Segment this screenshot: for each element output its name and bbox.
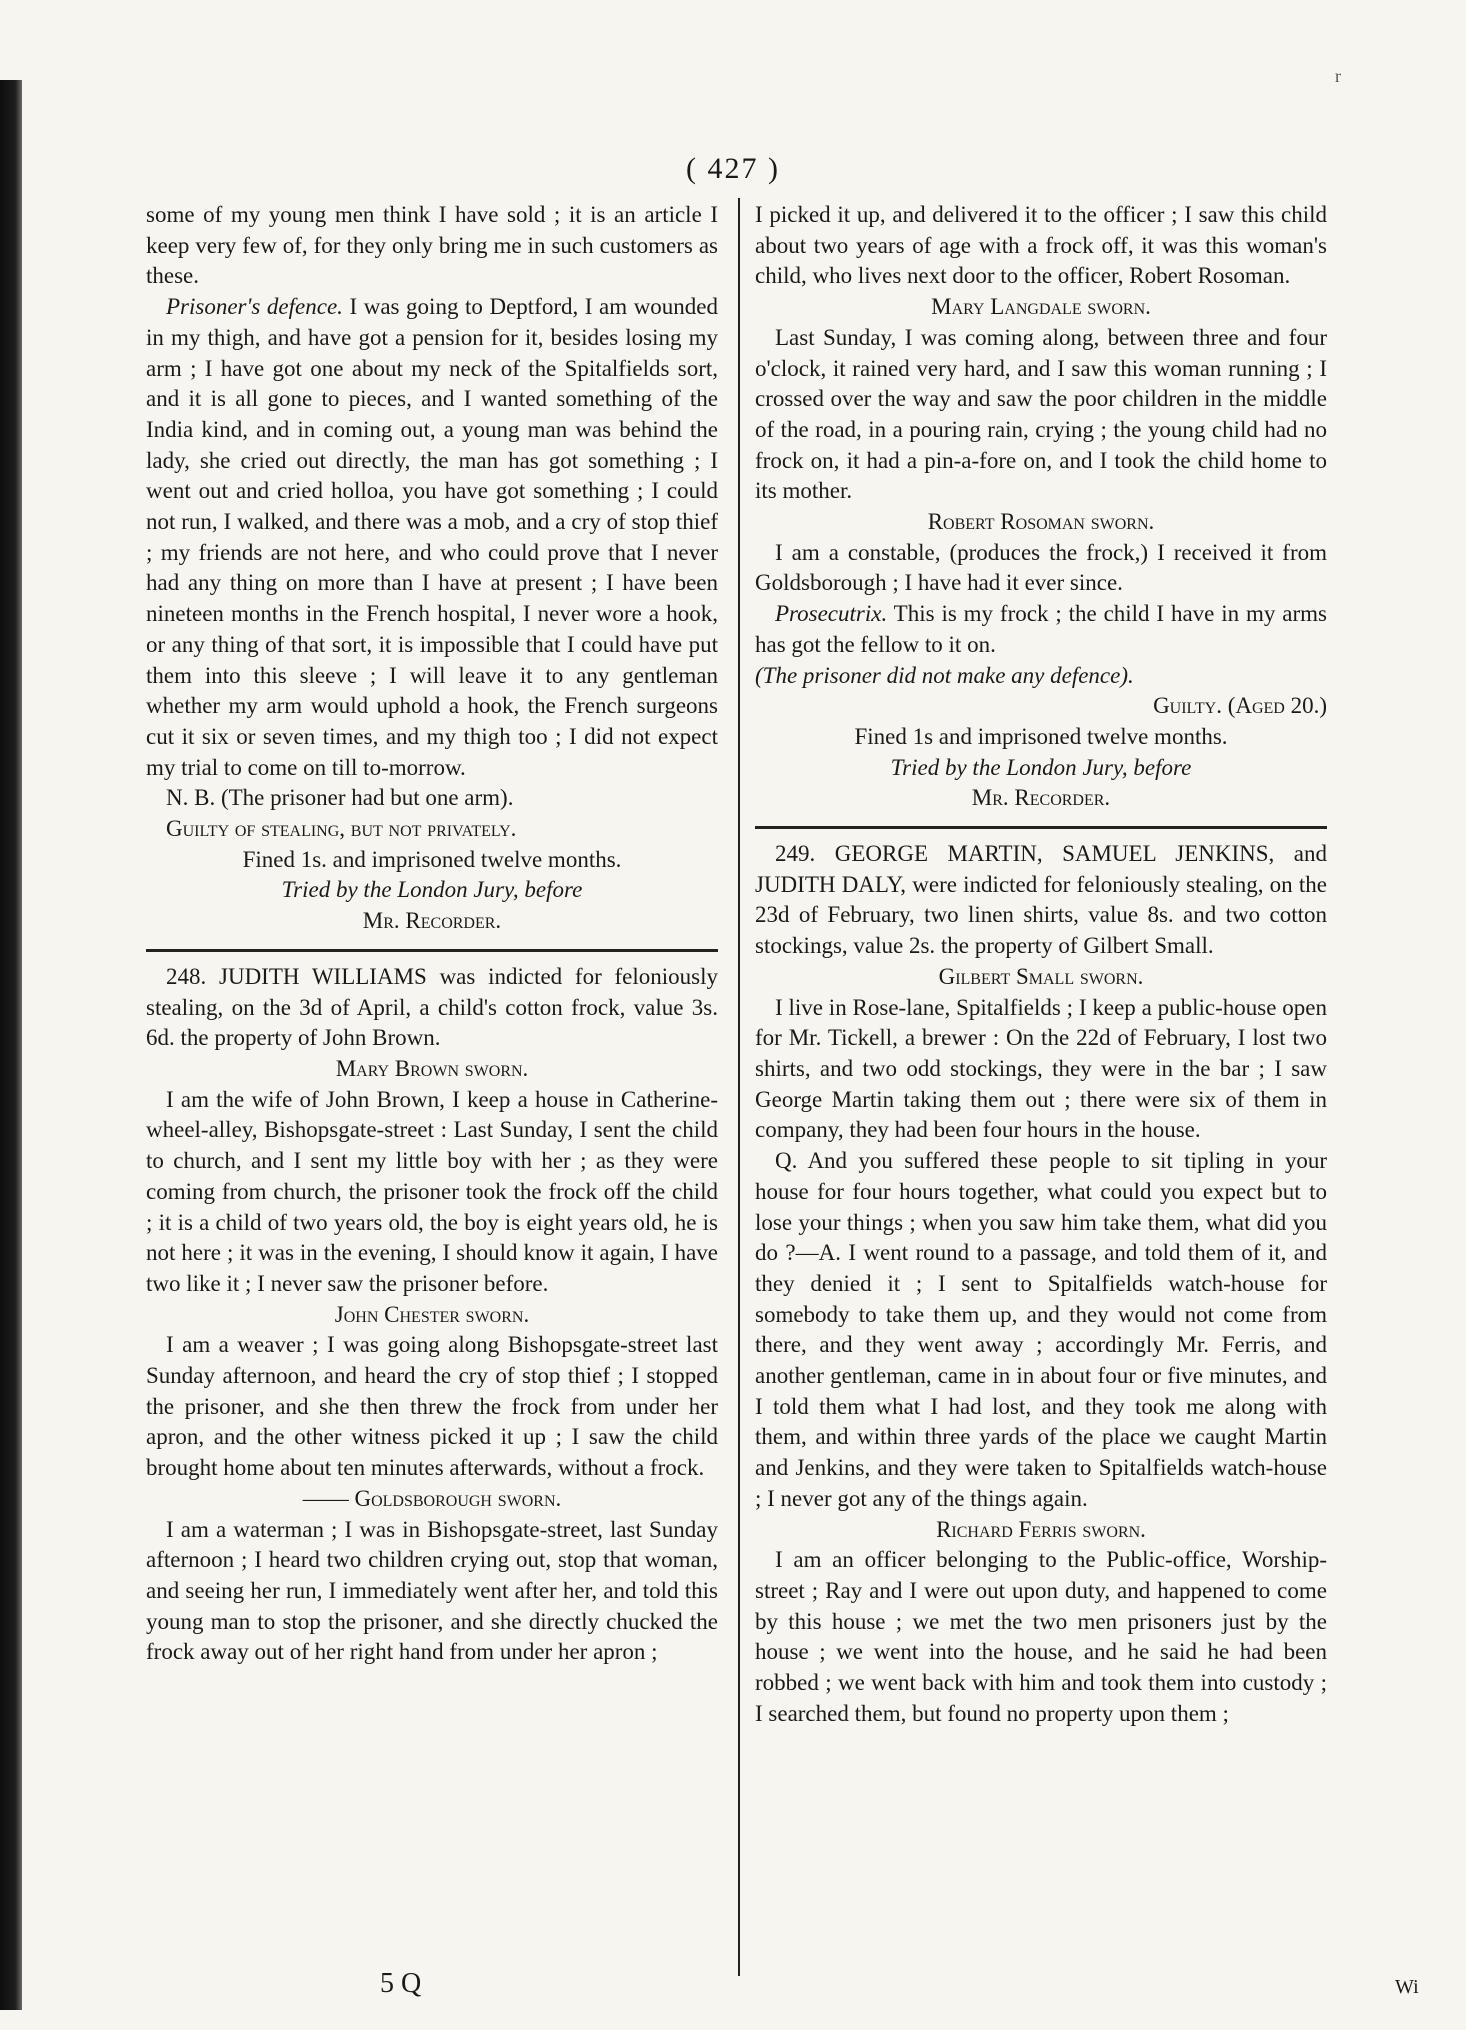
no-defence-note: (The prisoner did not make any defence). [755,662,1134,688]
witness-heading: Robert Rosoman sworn. [927,509,1155,535]
column-divider [738,198,740,1976]
recorder-line: Mr. Recorder. [971,785,1111,811]
witness-testimony: I live in Rose-lane, Spitalfields ; I keep a public-house open for Mr. Tickell, a brewer : On the 22d of February, I lost two shirts, and two odd stockings, they were in the bar ; I saw George Martin taking them out ; there were six of them in company, they had been four hours in the house. [755,994,1327,1143]
recorder-line: Mr. Recorder. [362,908,502,934]
margin-mark: r [1335,66,1341,86]
defence-text: I was going to Deptford, I am wounded in my thigh, and have got a pension for it, besides losing my arm ; I have got one about my neck of the Spitalfields sort, and it is all gone to pieces, and I wanted something of the India kind, and in coming out, a young man was behind the lady, she cried out directly, the man has got something ; I went out and cried holloa, you have got something ; I could not run, I walked, and there was a mob, and a cry of stop thief ; my friends are not here, and who could prove that I never had any thing on more than I have at present ; I have been nineteen months in the French hospital, I never wore a hook, or any thing of that sort, it is impossible that I could have put them into this sleeve ; I will leave it to any gentleman whether my arm would uphold a hook, the French surgeons cut it six or seven times, and my thigh too ; I did not expect my trial to come on till to-morrow. [146,294,719,780]
continuation-paragraph: some of my young men think I have sold ; it is an article I keep very few of, for they only bring me in such customers as these. [146,202,718,289]
question-answer: Q. And you suffered these people to sit tipling in your house for four hours together, what could you expect but to lose your things ; when you saw him take them, what did you do ?—A. I went round to a passage, and told them of it, and they denied it ; I sent to Spitalfields watch-house for somebody to take them up, and they would not come from there, and they went away ; accordingly Mr. Ferris, and another gentleman, came in in about four or five minutes, and I told them what I had lost, and they took me along with them, and within three yards of the place we caught Martin and Jenkins, and they were taken to Spitalfields watch-house ; I never got any of the things again. [755,1148,1327,1511]
witness-heading: Richard Ferris sworn. [936,1516,1146,1542]
sentence: Fined 1s and imprisoned twelve months. [854,723,1228,749]
case-249-heading: 249. GEORGE MARTIN, SAMUEL JENKINS, and JUDITH DALY, were indicted for feloniously stealing, on the 23d of February, two linen shirts, value 8s. and two cotton stockings, value 2s. the property of Gilbert Small. [755,841,1327,959]
section-rule [755,826,1327,829]
witness-testimony: Last Sunday, I was coming along, between three and four o'clock, it rained very hard, and I saw this woman running ; I crossed over the way and saw the poor children in the middle of the road, in a pouring rain, crying ; the young child had no frock on, it had a pin-a-fore on, and I took the child home to its mother. [755,324,1327,504]
tried-line: Tried by the London Jury, before [281,877,583,903]
catchword: Wi [1395,1976,1419,1998]
continuation-paragraph: I picked it up, and delivered it to the officer ; I saw this child about two years of age with a frock off, it was this woman's child, who lives next door to the officer, Robert Rosoman. [755,202,1327,289]
witness-heading: Mary Langdale sworn. [931,294,1151,320]
nota-bene: N. B. (The prisoner had but one arm). [166,785,514,811]
book-binding-edge [0,80,22,2010]
section-rule [146,949,718,952]
prosecutrix-text: This is my frock ; the child I have in my arms has got the fellow to it on. [755,601,1327,657]
witness-testimony: I am the wife of John Brown, I keep a house in Catherine-wheel-alley, Bishopsgate-street : Last Sunday, I sent the child to church, and I sent my little boy with her ; as they were coming from church, the prisoner took the frock off the child ; it is a child of two years old, the boy is eight years old, he is not here ; it was in the evening, I should know it again, I have two like it ; I never saw the prisoner before. [146,1086,718,1296]
verdict: Guilty of stealing, but not privately. [166,816,517,842]
witness-heading: Mary Brown sworn. [335,1055,529,1081]
prosecutrix-statement [755,599,1327,660]
prisoner-defence [146,292,718,783]
witness-testimony: I am a waterman ; I was in Bishopsgate-street, last Sunday afternoon ; I heard two children crying out, stop that woman, and seeing her run, I immediately went after her, and told this young man to stop the prisoner, and she directly chucked the frock away out of her right hand from under her apron ; [146,1516,718,1665]
witness-heading: John Chester sworn. [334,1301,530,1327]
witness-testimony: I am an officer belonging to the Public-office, Worship-street ; Ray and I were out upon duty, and happened to come by this house ; we met the two men prisoners just by the house ; we went into the house, and he said he had been robbed ; we went back with him and took them into custody ; I searched them, but found no property upon them ; [755,1547,1327,1726]
witness-heading: Gilbert Small sworn. [938,963,1144,989]
sentence: Fined 1s. and imprisoned twelve months. [242,846,622,872]
defence-label: Prisoner's defence. [166,294,343,320]
right-column [755,200,1327,1729]
witness-testimony: I am a weaver ; I was going along Bishopsgate-street last Sunday afternoon, and heard the cry of stop thief ; I stopped the prisoner, and she then threw the frock from under her apron, and the other witness picked it up ; I saw the child brought home about ten minutes afterwards, without a frock. [146,1332,718,1481]
case-248-heading: 248. JUDITH WILLIAMS was indicted for feloniously stealing, on the 3d of April, a child's cotton frock, value 3s. 6d. the property of John Brown. [146,963,718,1051]
signature-mark: 5 Q [380,1968,422,1999]
witness-heading: —— Goldsborough sworn. [302,1485,562,1511]
verdict: Guilty. (Aged 20.) [1153,693,1327,719]
page-number: ( 427 ) [686,152,780,185]
prosecutrix-label: Prosecutrix. [775,601,888,627]
tried-line: Tried by the London Jury, before [890,754,1192,780]
left-column [146,200,718,1668]
witness-testimony: I am a constable, (produces the frock,) I received it from Goldsborough ; I have had it ever since. [755,539,1327,596]
